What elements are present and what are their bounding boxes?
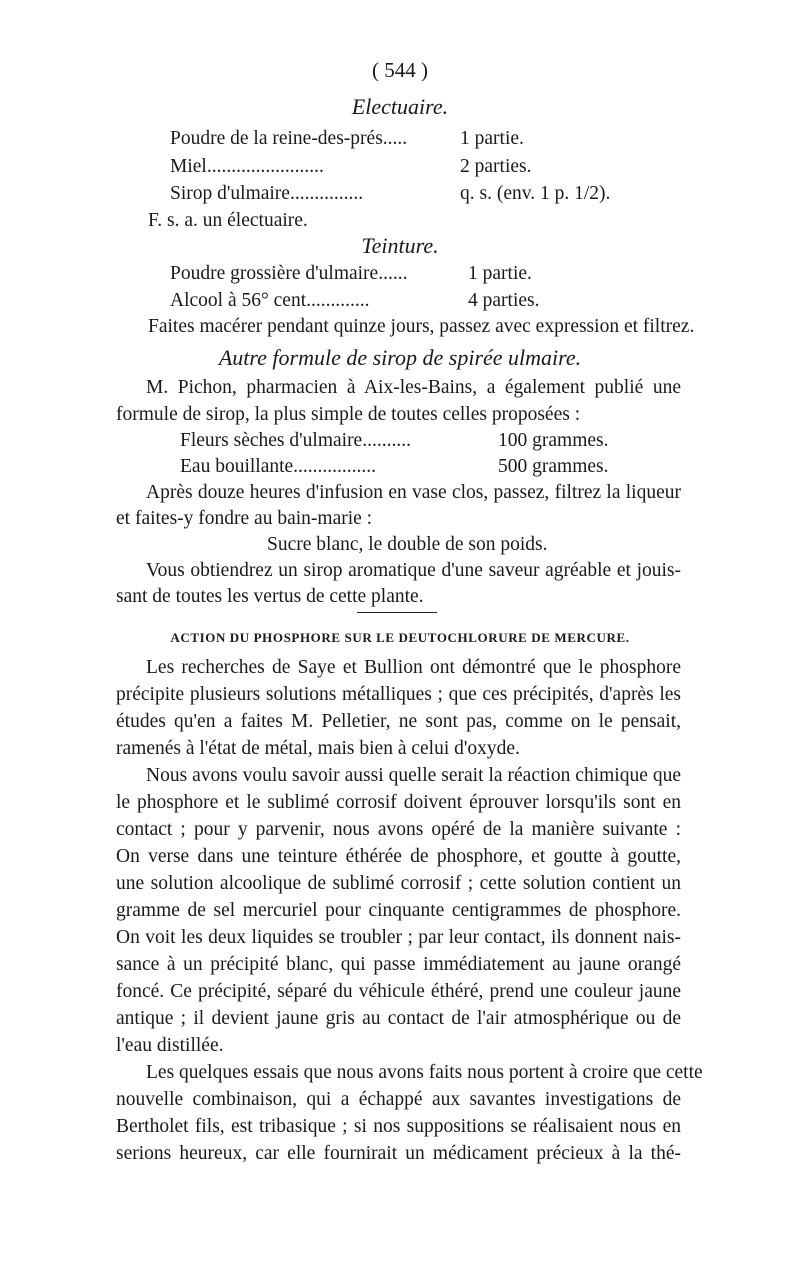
recipe-quantity: 1 partie. — [460, 128, 524, 149]
recipe-row — [170, 156, 531, 178]
paragraph-line: Vous obtiendrez un sirop aromatique d'une saveur agréable et jouis- — [146, 560, 681, 581]
paragraph-line: gramme de sel mercuriel pour cinquante centigrammes de phosphore. — [116, 900, 681, 921]
paragraph-line: formule de sirop, la plus simple de toutes celles proposées : — [116, 404, 581, 425]
paragraph-line: antique ; il devient jaune gris au contact de l'air atmosphérique ou de — [116, 1008, 681, 1029]
paragraph-line: et faites-y fondre au bain-marie : — [116, 508, 373, 529]
paragraph-line: Nous avons voulu savoir aussi quelle serait la réaction chimique que — [146, 765, 681, 786]
section-title-electuaire: Electuaire. — [351, 94, 449, 119]
recipe-ingredient: Poudre de la reine-des-prés..... — [170, 128, 408, 149]
paragraph-line: On voit les deux liquides se troubler ; par leur contact, ils donnent nais- — [116, 927, 681, 948]
paragraph-line: serions heureux, car elle fournirait un médicament précieux à la thé- — [116, 1143, 681, 1164]
recipe-ingredient: Alcool à 56° cent............. — [170, 290, 370, 311]
paragraph-line: nouvelle combinaison, qui a échappé aux savantes investigations de — [116, 1089, 681, 1110]
paragraph-line: Après douze heures d'infusion en vase clos, passez, filtrez la liqueur — [146, 482, 681, 503]
section-heading-action: ACTION DU PHOSPHORE SUR LE DEUTOCHLORURE DE MERCURE. — [170, 630, 630, 645]
section-divider — [357, 612, 437, 613]
paragraph-line: une solution alcoolique de sublimé corrosif ; cette solution contient un — [116, 873, 681, 894]
recipe-quantity: 1 partie. — [468, 263, 532, 284]
paragraph-line: sance à un précipité blanc, qui passe immédiatement au jaune orangé — [116, 954, 681, 975]
paragraph-line: Bertholet fils, est tribasique ; si nos suppositions se réalisaient nous en — [116, 1116, 681, 1137]
paragraph-line: foncé. Ce précipité, séparé du véhicule éthéré, prend une couleur jaune — [116, 981, 681, 1002]
recipe-ingredient: Sirop d'ulmaire............... — [170, 183, 364, 204]
recipe-note: F. s. a. un électuaire. — [148, 210, 308, 231]
recipe-row — [180, 456, 608, 478]
recipe-quantity: 2 parties. — [460, 156, 532, 177]
paragraph-line: Les recherches de Saye et Bullion ont démontré que le phosphore — [146, 657, 681, 678]
recipe-row — [170, 290, 539, 312]
recipe-quantity: 500 grammes. — [498, 456, 609, 477]
recipe-row — [180, 430, 608, 452]
recipe-ingredient: Fleurs sèches d'ulmaire.......... — [180, 430, 411, 451]
paragraph-line: ramenés à l'état de métal, mais bien à celui d'oxyde. — [116, 738, 520, 759]
paragraph-line: Les quelques essais que nous avons faits nous portent à croire que cette — [146, 1062, 703, 1083]
recipe-row — [170, 183, 610, 205]
section-title-autre-formule: Autre formule de sirop de spirée ulmaire. — [218, 345, 582, 370]
recipe-quantity: 100 grammes. — [498, 430, 609, 451]
section-title-teinture: Teinture. — [361, 233, 439, 258]
recipe-ingredient: Eau bouillante................. — [180, 456, 377, 477]
recipe-row — [170, 263, 532, 285]
paragraph-line: le phosphore et le sublimé corrosif doivent éprouver lorsqu'ils sont en — [116, 792, 681, 813]
paragraph-line: On verse dans une teinture éthérée de phosphore, et goutte à goutte, — [116, 846, 681, 867]
paragraph-line: l'eau distillée. — [116, 1035, 224, 1056]
paragraph-line: études qu'en a faites M. Pelletier, ne sont pas, comme on le pensait, — [116, 711, 681, 732]
recipe-row — [170, 128, 524, 150]
recipe-quantity: q. s. (env. 1 p. 1/2). — [460, 183, 611, 204]
recipe-quantity: 4 parties. — [468, 290, 540, 311]
recipe-ingredient: Miel........................ — [170, 156, 324, 177]
paragraph-line: contact ; pour y parvenir, nous avons opéré de la manière suivante : — [116, 819, 681, 840]
sucre-line: Sucre blanc, le double de son poids. — [267, 534, 548, 555]
recipe-note: Faites macérer pendant quinze jours, passez avec expression et filtrez. — [148, 316, 695, 337]
paragraph-line: M. Pichon, pharmacien à Aix-les-Bains, a également publié une — [146, 377, 681, 398]
recipe-ingredient: Poudre grossière d'ulmaire...... — [170, 263, 408, 284]
page-number: ( 544 ) — [372, 58, 428, 82]
paragraph-line: sant de toutes les vertus de cette plante. — [116, 586, 424, 607]
paragraph-line: précipite plusieurs solutions métalliques ; que ces précipités, d'après les — [116, 684, 681, 705]
